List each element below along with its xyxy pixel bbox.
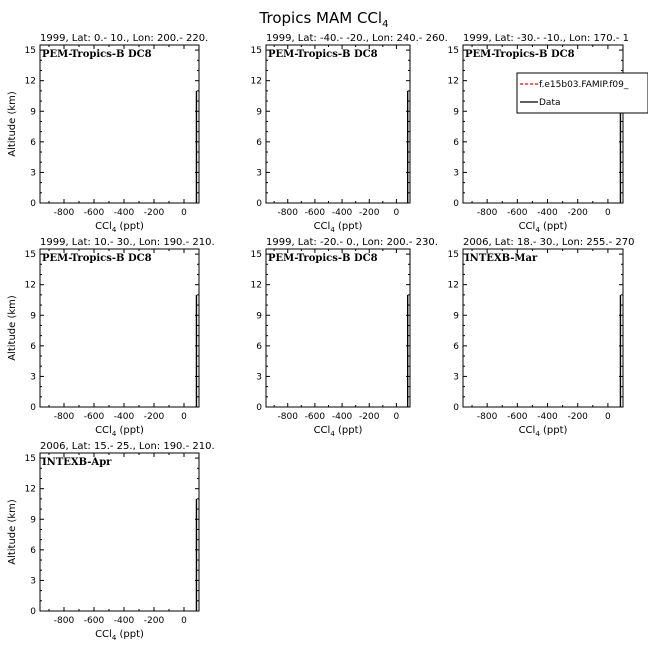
plot-frame <box>463 45 623 203</box>
x-tick-label: -600 <box>83 412 105 422</box>
x-axis-label-main: CCl <box>95 425 112 436</box>
y-tick-label: 3 <box>30 168 36 179</box>
y-tick-label: 15 <box>24 454 36 465</box>
x-axis-label-unit: (ppt) <box>116 425 144 436</box>
x-tick-label: -400 <box>331 412 353 422</box>
y-tick-label: 15 <box>447 46 459 57</box>
campaign-label: PEM-Tropics-B DC8 <box>268 49 378 60</box>
y-tick-label: 9 <box>30 311 36 322</box>
panel-header: 1999, Lat: -40.- -20., Lon: 240.- 260. <box>266 33 448 44</box>
figure-title-sub: 4 <box>382 19 389 30</box>
campaign-label: PEM-Tropics-B DC8 <box>42 253 152 264</box>
x-axis-label-sub: 4 <box>111 226 117 234</box>
y-tick-label: 15 <box>24 46 36 57</box>
y-tick-label: 6 <box>453 137 459 148</box>
x-axis-label-unit: (ppt) <box>116 221 144 232</box>
y-tick-label: 9 <box>453 311 459 322</box>
plot-frame <box>40 249 199 407</box>
x-tick-label: -200 <box>359 208 380 218</box>
x-axis-label-sub: 4 <box>111 634 117 642</box>
y-tick-label: 15 <box>250 46 262 57</box>
x-tick-label: -200 <box>143 616 165 626</box>
x-tick-label: 0 <box>393 208 400 218</box>
y-tick-label: 12 <box>24 484 36 495</box>
x-tick-label: 0 <box>605 208 611 218</box>
y-tick-label: 12 <box>24 76 36 87</box>
y-tick-label: 0 <box>30 607 36 617</box>
x-tick-label: -800 <box>53 208 75 218</box>
y-tick-label: 6 <box>256 341 262 352</box>
x-tick-label: -400 <box>537 412 558 422</box>
x-tick-label: -400 <box>113 412 135 422</box>
x-axis-label-sub: 4 <box>535 226 540 234</box>
x-axis-label <box>95 221 144 234</box>
y-tick-label: 3 <box>30 372 36 383</box>
y-tick-label: 12 <box>24 280 36 291</box>
x-axis-label <box>519 425 568 438</box>
x-axis-label-sub: 4 <box>535 430 540 438</box>
y-tick-label: 15 <box>447 250 459 261</box>
campaign-label: PEM-Tropics-B DC8 <box>42 49 152 60</box>
legend-entry-label: f.e15b03.FAMIP.f09_ <box>539 80 629 90</box>
x-tick-label: -600 <box>304 412 326 422</box>
panel-5 <box>251 237 438 438</box>
y-tick-label: 9 <box>453 107 459 118</box>
x-axis-label <box>314 425 363 438</box>
y-tick-label: 0 <box>30 199 36 209</box>
x-axis-label-main: CCl <box>95 221 112 232</box>
figure-title-main: Tropics MAM CCl <box>259 9 383 27</box>
x-axis-label-main: CCl <box>518 425 536 436</box>
y-tick-label: 9 <box>256 107 262 118</box>
y-tick-label: 9 <box>30 107 36 118</box>
plot-frame <box>40 453 199 611</box>
y-tick-label: 6 <box>30 137 36 148</box>
y-tick-label: 9 <box>30 515 36 526</box>
x-axis-label-unit: (ppt) <box>539 425 568 436</box>
x-axis-label-sub: 4 <box>111 430 117 438</box>
y-tick-label: 0 <box>30 403 36 413</box>
x-tick-label: -400 <box>537 208 558 218</box>
panel-header: 1999, Lat: 10.- 30., Lon: 190.- 210. <box>40 237 215 248</box>
x-tick-label: -600 <box>507 208 528 218</box>
campaign-label: INTEXB-Mar <box>465 253 538 264</box>
panel-6 <box>448 237 635 438</box>
x-axis-label-sub: 4 <box>330 430 335 438</box>
x-tick-label: -800 <box>53 412 75 422</box>
y-tick-label: 9 <box>256 311 262 322</box>
y-tick-label: 6 <box>453 341 459 352</box>
campaign-label: PEM-Tropics-B DC8 <box>268 253 378 264</box>
x-tick-label: 0 <box>181 616 187 626</box>
x-axis-label-unit: (ppt) <box>539 221 568 232</box>
panel-header: 2006, Lat: 15.- 25., Lon: 190.- 210. <box>40 441 215 452</box>
y-tick-label: 0 <box>256 199 262 209</box>
y-tick-label: 3 <box>256 372 262 383</box>
y-tick-label: 3 <box>30 576 36 587</box>
x-axis-label-main: CCl <box>95 629 112 640</box>
x-tick-label: 0 <box>605 412 611 422</box>
x-tick-label: -800 <box>277 412 298 422</box>
legend-entry-label: Data <box>539 98 561 108</box>
x-tick-label: -400 <box>113 616 135 626</box>
x-tick-label: -600 <box>83 616 105 626</box>
y-tick-label: 6 <box>30 545 36 556</box>
y-tick-label: 3 <box>256 168 262 179</box>
x-tick-label: 0 <box>393 412 400 422</box>
y-tick-label: 3 <box>453 168 459 179</box>
legend-box <box>517 73 648 113</box>
y-tick-label: 6 <box>30 341 36 352</box>
panel-7 <box>7 441 215 642</box>
panel-header: 1999, Lat: -20.- 0., Lon: 200.- 230. <box>266 237 438 248</box>
x-tick-label: -400 <box>331 208 353 218</box>
x-axis-label-unit: (ppt) <box>334 425 363 436</box>
x-tick-label: -800 <box>476 412 498 422</box>
x-tick-label: -400 <box>113 208 135 218</box>
y-tick-label: 15 <box>24 250 36 261</box>
x-tick-label: -200 <box>567 208 588 218</box>
plot-frame <box>463 249 623 407</box>
y-tick-label: 12 <box>447 76 459 87</box>
x-axis-label <box>95 425 144 438</box>
y-tick-label: 3 <box>453 372 459 383</box>
y-axis-label: Altitude (km) <box>7 91 18 157</box>
y-tick-label: 0 <box>453 403 459 413</box>
x-axis-label <box>95 629 144 642</box>
panel-header: 1999, Lat: -30.- -10., Lon: 170.- 1 <box>463 33 629 44</box>
y-axis-label: Altitude (km) <box>7 499 18 565</box>
x-tick-label: 0 <box>181 412 187 422</box>
x-tick-label: -600 <box>304 208 326 218</box>
x-tick-label: -800 <box>53 616 75 626</box>
x-tick-label: -800 <box>277 208 298 218</box>
plot-frame <box>266 249 410 407</box>
plot-frame <box>266 45 410 203</box>
campaign-label: INTEXB-Apr <box>42 457 112 468</box>
x-axis-label-unit: (ppt) <box>116 629 144 640</box>
x-axis-label-main: CCl <box>518 221 536 232</box>
x-tick-label: -600 <box>83 208 105 218</box>
panel-1 <box>7 33 208 234</box>
y-tick-label: 0 <box>256 403 262 413</box>
x-axis-label-main: CCl <box>313 221 331 232</box>
x-tick-label: -600 <box>507 412 528 422</box>
panel-header: 2006, Lat: 18.- 30., Lon: 255.- 270 <box>463 237 635 248</box>
panel-2 <box>251 33 448 234</box>
x-axis-label <box>314 221 363 234</box>
x-tick-label: -800 <box>476 208 498 218</box>
y-tick-label: 12 <box>250 76 262 87</box>
y-axis-label: Altitude (km) <box>7 295 18 361</box>
y-tick-label: 15 <box>250 250 262 261</box>
x-axis-label-main: CCl <box>313 425 331 436</box>
plot-frame <box>40 45 199 203</box>
panel-3 <box>448 33 648 234</box>
x-axis-label-sub: 4 <box>330 226 335 234</box>
panel-header: 1999, Lat: 0.- 10., Lon: 200.- 220. <box>40 33 209 44</box>
y-tick-label: 12 <box>447 280 459 291</box>
y-tick-label: 6 <box>256 137 262 148</box>
x-tick-label: -200 <box>143 208 165 218</box>
x-axis-label-unit: (ppt) <box>334 221 363 232</box>
campaign-label: PEM-Tropics-B DC8 <box>465 49 575 60</box>
figure-title <box>259 9 389 30</box>
y-tick-label: 0 <box>453 199 459 209</box>
x-tick-label: -200 <box>359 412 380 422</box>
x-tick-label: -200 <box>143 412 165 422</box>
x-tick-label: -200 <box>567 412 588 422</box>
x-axis-label <box>519 221 568 234</box>
y-tick-label: 12 <box>250 280 262 291</box>
x-tick-label: 0 <box>181 208 187 218</box>
panel-4 <box>7 237 215 438</box>
